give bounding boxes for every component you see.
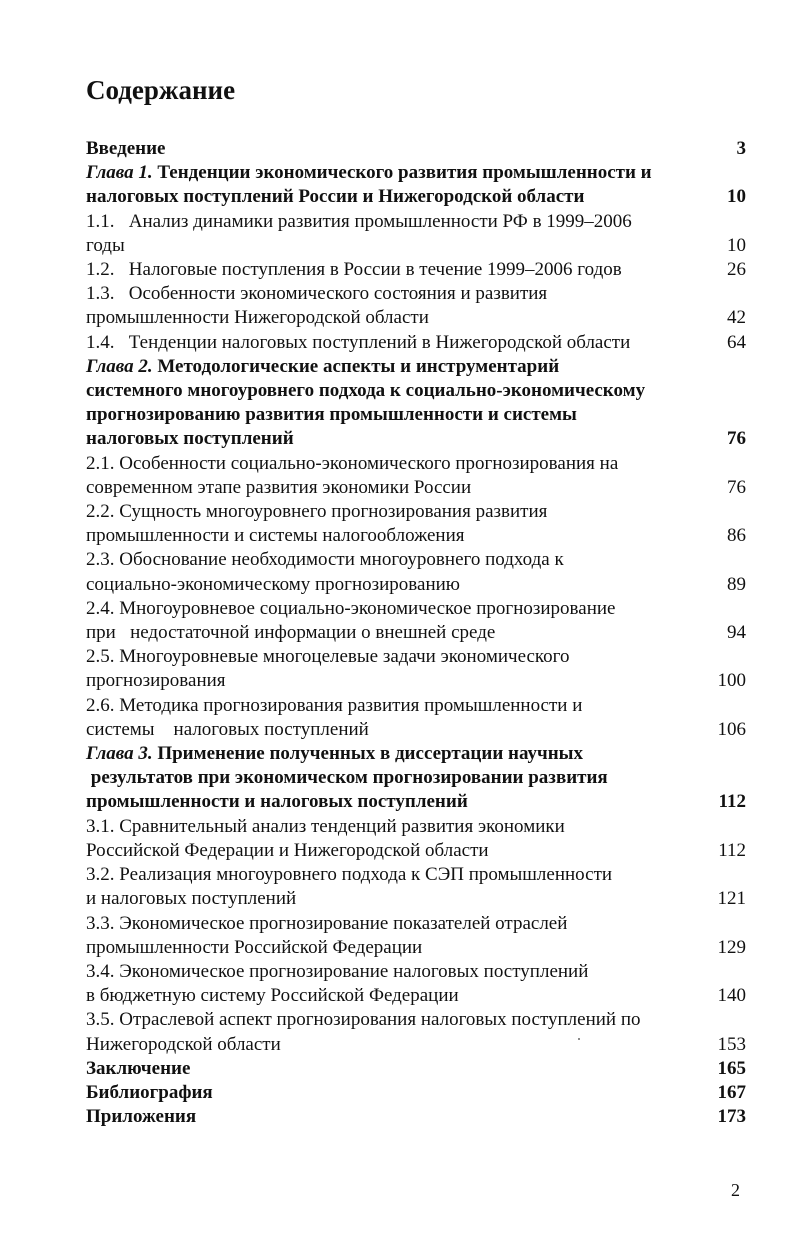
toc-entry-section-2-4 (86, 597, 746, 645)
toc-page-number: 86 (727, 525, 746, 547)
toc-entry-line: 2.6. Методика прогнозирования развития промышленности и (86, 694, 583, 716)
toc-entry-label: Введение (86, 138, 166, 159)
toc-entry-line: 3.4. Экономическое прогнозирование налоговых поступлений (86, 960, 589, 982)
toc-entry-line: 3.1. Сравнительный анализ тенденций развития экономики (86, 815, 565, 837)
toc-entry-chapter-1 (86, 161, 746, 209)
toc-page-number: 76 (727, 476, 746, 498)
toc-entry-section-2-3 (86, 548, 746, 596)
toc-entry-line: в бюджетную систему Российской Федерации (86, 985, 459, 1007)
toc-entry-line: при недостаточной информации о внешней среде (86, 622, 496, 644)
toc-page-number: 26 (727, 259, 746, 281)
toc-page-number: 153 (717, 1033, 746, 1055)
toc-entry-line: результатов при экономическом прогнозировании развития (86, 767, 608, 789)
toc-entry-line: годы (86, 234, 125, 256)
toc-entry-line: 1.4. Тенденции налоговых поступлений в Нижегородской области (86, 331, 631, 353)
toc-entry-label: Заключение (86, 1057, 191, 1079)
toc-page-number: 76 (727, 428, 746, 450)
toc-entry-line: 2.2. Сущность многоуровнего прогнозирования развития (86, 501, 548, 523)
toc-entry-chapter-3 (86, 742, 746, 815)
toc-entry-bibliography (86, 1081, 746, 1105)
toc-page-number: 167 (717, 1081, 746, 1103)
toc-entry-section-1-3 (86, 282, 746, 330)
toc-entry-line: Российской Федерации и Нижегородской области (86, 839, 489, 861)
toc-entry-line: промышленности Нижегородской области (86, 307, 429, 329)
toc-page-number: 173 (717, 1106, 746, 1128)
toc-entry-section-3-1 (86, 815, 746, 863)
toc-entry-chapter-2 (86, 355, 746, 452)
toc-page-number: 121 (717, 888, 746, 910)
toc-entry-line: 2.4. Многоуровневое социально-экономическое прогнозирование (86, 597, 616, 619)
toc-entry-line: прогнозированию развития промышленности и системы (86, 404, 577, 426)
toc-entry-introduction (86, 137, 746, 161)
toc-page-number: 112 (718, 791, 746, 813)
chapter-prefix: Глава 2. (86, 355, 153, 377)
scan-speck (578, 1038, 580, 1040)
toc-entry-line: системы налоговых поступлений (86, 718, 369, 740)
toc-entry-line: 1.3. Особенности экономического состояния и развития (86, 283, 548, 305)
chapter-prefix: Глава 1. (86, 162, 153, 184)
toc-entry-line: Методологические аспекты и инструментарий (152, 355, 560, 377)
toc-page-number: 100 (717, 670, 746, 692)
toc-entry-section-3-5 (86, 1008, 746, 1056)
toc-entry-line: 3.5. Отраслевой аспект прогнозирования налоговых поступлений по (86, 1009, 641, 1031)
toc-entry-line: промышленности и налоговых поступлений (86, 791, 468, 813)
toc-entry-section-3-2 (86, 863, 746, 911)
toc-entry-conclusion (86, 1057, 746, 1081)
toc-entry-line: современном этапе развития экономики России (86, 476, 472, 498)
toc-entry-appendices (86, 1105, 746, 1129)
toc-entry-section-2-5 (86, 645, 746, 693)
toc-entry-label: Библиография (86, 1081, 213, 1103)
toc-page-number: 64 (727, 331, 746, 353)
toc-entry-line: промышленности и системы налогообложения (86, 525, 465, 547)
toc-entry-line: промышленности Российской Федерации (86, 936, 423, 958)
table-of-contents (86, 137, 746, 1129)
toc-entry-line: налоговых поступлений России и Нижегородской области (86, 186, 585, 208)
toc-entry-section-2-6 (86, 694, 746, 742)
toc-entry-line: 2.1. Особенности социально-экономического прогнозирования на (86, 452, 619, 474)
toc-entry-section-2-2 (86, 500, 746, 548)
toc-entry-line: налоговых поступлений (86, 428, 294, 450)
toc-page-number: 112 (718, 839, 746, 861)
toc-entry-line: социально-экономическому прогнозированию (86, 573, 460, 595)
toc-entry-line: 1.1. Анализ динамики развития промышленности РФ в 1999–2006 (86, 210, 632, 232)
toc-page-number: 106 (717, 718, 746, 740)
toc-entry-label: Приложения (86, 1106, 197, 1128)
toc-page-number: 94 (727, 622, 746, 644)
toc-entry-section-1-4 (86, 331, 746, 355)
page-number: 2 (731, 1180, 740, 1200)
toc-entry-line: Тенденции экономического развития промышленности и (152, 162, 652, 184)
toc-page-number: 140 (717, 985, 746, 1007)
toc-page-number: 89 (727, 573, 746, 595)
toc-page-number: 129 (717, 936, 746, 958)
toc-entry-section-3-4 (86, 960, 746, 1008)
toc-entry-line: прогнозирования (86, 670, 226, 692)
toc-page-number: 42 (727, 307, 746, 329)
toc-entry-section-2-1 (86, 452, 746, 500)
toc-entry-section-3-3 (86, 912, 746, 960)
toc-entry-line: 3.3. Экономическое прогнозирование показателей отраслей (86, 912, 568, 934)
toc-entry-line: 1.2. Налоговые поступления в России в течение 1999–2006 годов (86, 259, 622, 281)
toc-page-number: 10 (727, 186, 746, 208)
toc-entry-section-1-1 (86, 210, 746, 258)
toc-entry-line: и налоговых поступлений (86, 888, 297, 910)
toc-page-number: 165 (717, 1057, 746, 1079)
chapter-prefix: Глава 3. (86, 743, 153, 765)
toc-page-number: 3 (736, 138, 746, 159)
toc-entry-line: системного многоуровнего подхода к социально-экономическому (86, 380, 646, 402)
toc-entry-line: Нижегородской области (86, 1033, 281, 1055)
page-title: Содержание (86, 75, 236, 105)
toc-entry-line: 3.2. Реализация многоуровнего подхода к СЭП промышленности (86, 864, 613, 886)
toc-entry-line: Применение полученных в диссертации научных (152, 743, 583, 765)
toc-page-number: 10 (727, 234, 746, 256)
toc-entry-line: 2.5. Многоуровневые многоцелевые задачи экономического (86, 646, 570, 668)
toc-entry-section-1-2 (86, 258, 746, 282)
toc-entry-line: 2.3. Обоснование необходимости многоуровнего подхода к (86, 549, 564, 571)
